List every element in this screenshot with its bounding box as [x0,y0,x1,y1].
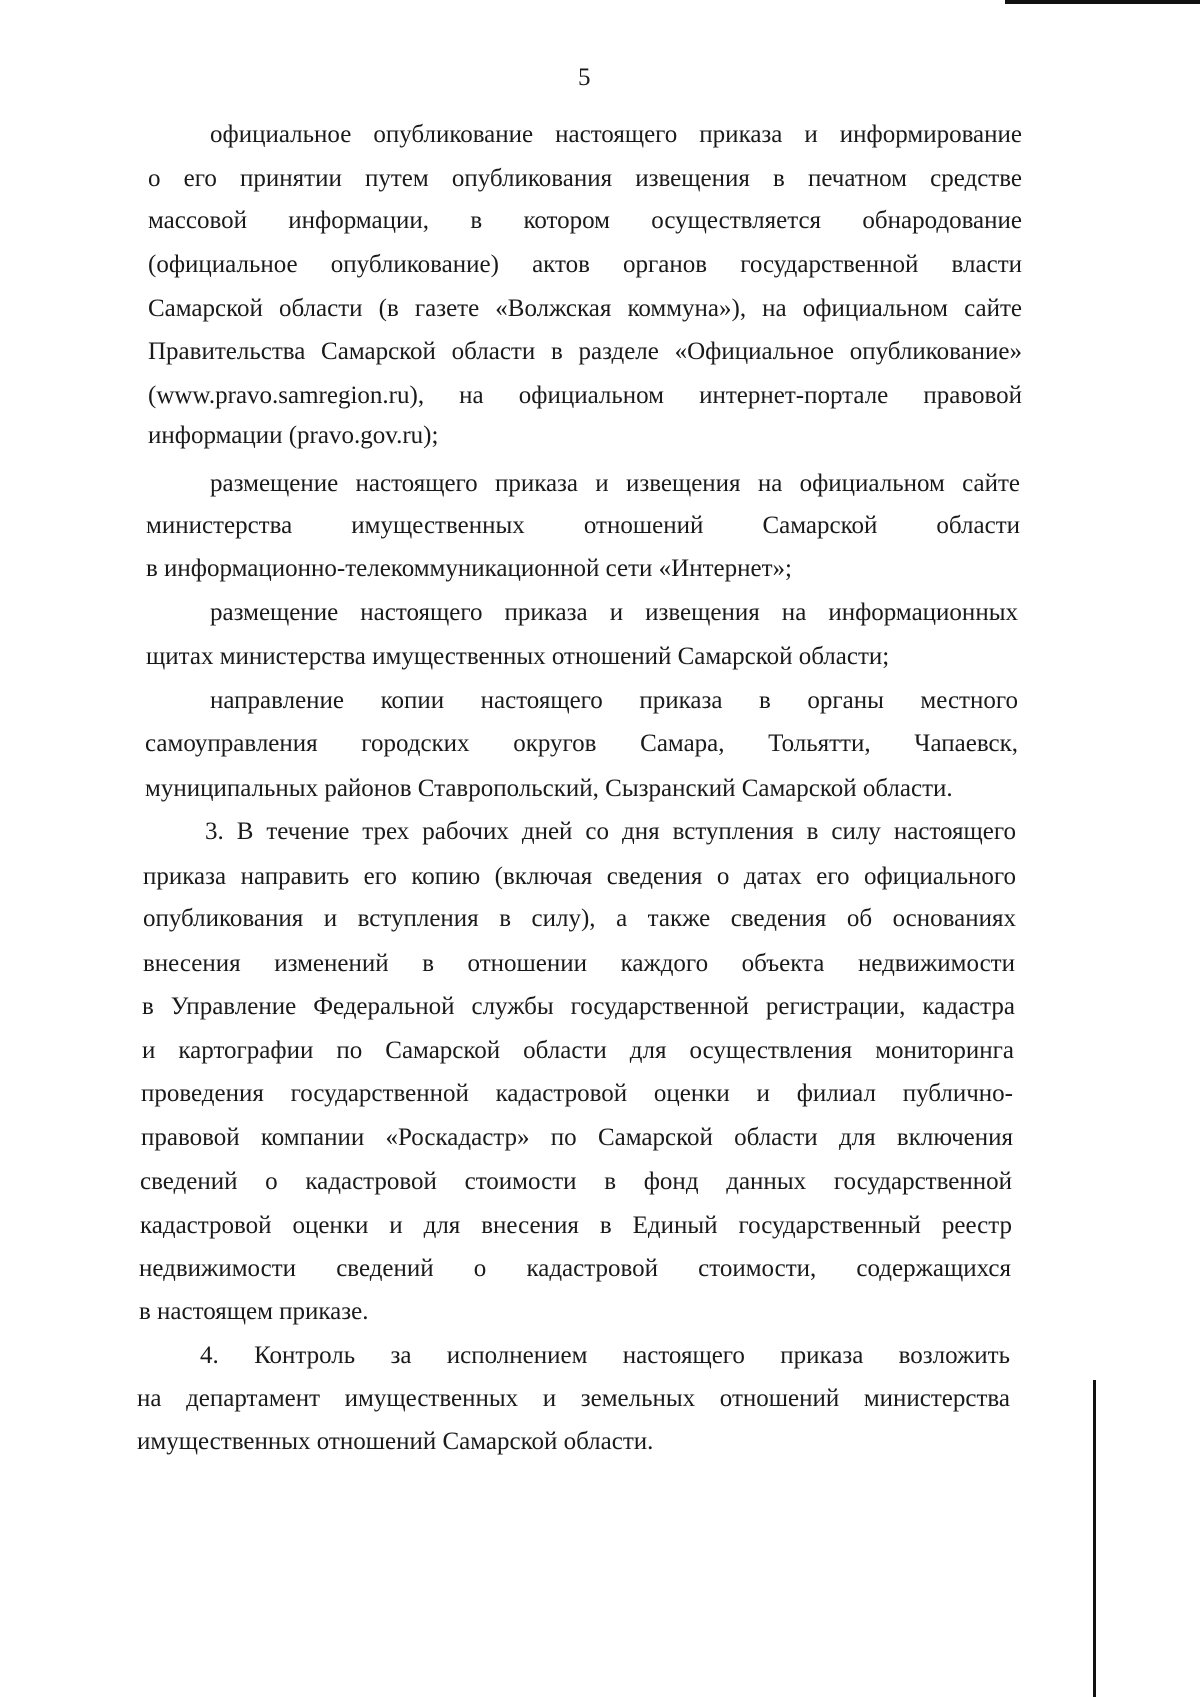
text-line: о его принятии путем опубликования извещения в печатном средстве [148,165,1022,192]
text-line: 4. Контроль за исполнением настоящего приказа возложить [200,1342,1010,1369]
text-line: в настоящем приказе. [139,1298,369,1325]
page-number: 5 [578,64,591,91]
scan-edge-top [1005,0,1200,4]
text-line: кадастровой оценки и для внесения в Единый государственный реестр [140,1212,1012,1239]
text-line: (www.pravo.samregion.ru), на официальном интернет-портале правовой [148,382,1022,409]
text-line: недвижимости сведений о кадастровой стоимости, содержащихся [139,1255,1011,1282]
text-line: массовой информации, в котором осуществляется обнародование [148,207,1022,234]
text-line: размещение настоящего приказа и извещения на официальном сайте [210,470,1020,497]
text-line: на департамент имущественных и земельных отношений министерства [137,1385,1010,1412]
text-line: направление копии настоящего приказа в органы местного [210,687,1018,714]
text-line: правовой компании «Роскадастр» по Самарской области для включения [141,1124,1013,1151]
text-line: (официальное опубликование) актов органов государственной власти [148,251,1022,278]
text-line: 3. В течение трех рабочих дней со дня вступления в силу настоящего [205,818,1016,845]
text-line: опубликования и вступления в силу), а также сведения об основаниях [143,905,1016,932]
text-line: сведений о кадастровой стоимости в фонд данных государственной [140,1168,1012,1195]
text-line: имущественных отношений Самарской области. [137,1428,654,1455]
text-line: министерства имущественных отношений Самарской области [146,512,1020,539]
text-line: в Управление Федеральной службы государственной регистрации, кадастра [142,993,1015,1020]
scan-edge-right [1093,1380,1096,1697]
text-line: муниципальных районов Ставропольский, Сызранский Самарской области. [145,775,953,802]
text-line: Правительства Самарской области в разделе «Официальное опубликование» [148,338,1022,365]
text-line: размещение настоящего приказа и извещения на информационных [210,599,1018,626]
text-line: информации (pravo.gov.ru); [148,422,439,449]
text-line: и картографии по Самарской области для осуществления мониторинга [142,1037,1014,1064]
text-line: официальное опубликование настоящего приказа и информирование [210,121,1022,148]
text-line: щитах министерства имущественных отношений Самарской области; [146,643,890,670]
text-line: самоуправления городских округов Самара, Тольятти, Чапаевск, [145,730,1018,757]
text-line: Самарской области (в газете «Волжская коммуна»), на официальном сайте [148,295,1022,322]
text-line: проведения государственной кадастровой оценки и филиал публично- [141,1080,1013,1107]
text-line: внесения изменений в отношении каждого объекта недвижимости [143,950,1015,977]
text-line: в информационно-телекоммуникационной сети «Интернет»; [146,555,792,582]
text-line: приказа направить его копию (включая сведения о датах его официального [143,863,1016,890]
